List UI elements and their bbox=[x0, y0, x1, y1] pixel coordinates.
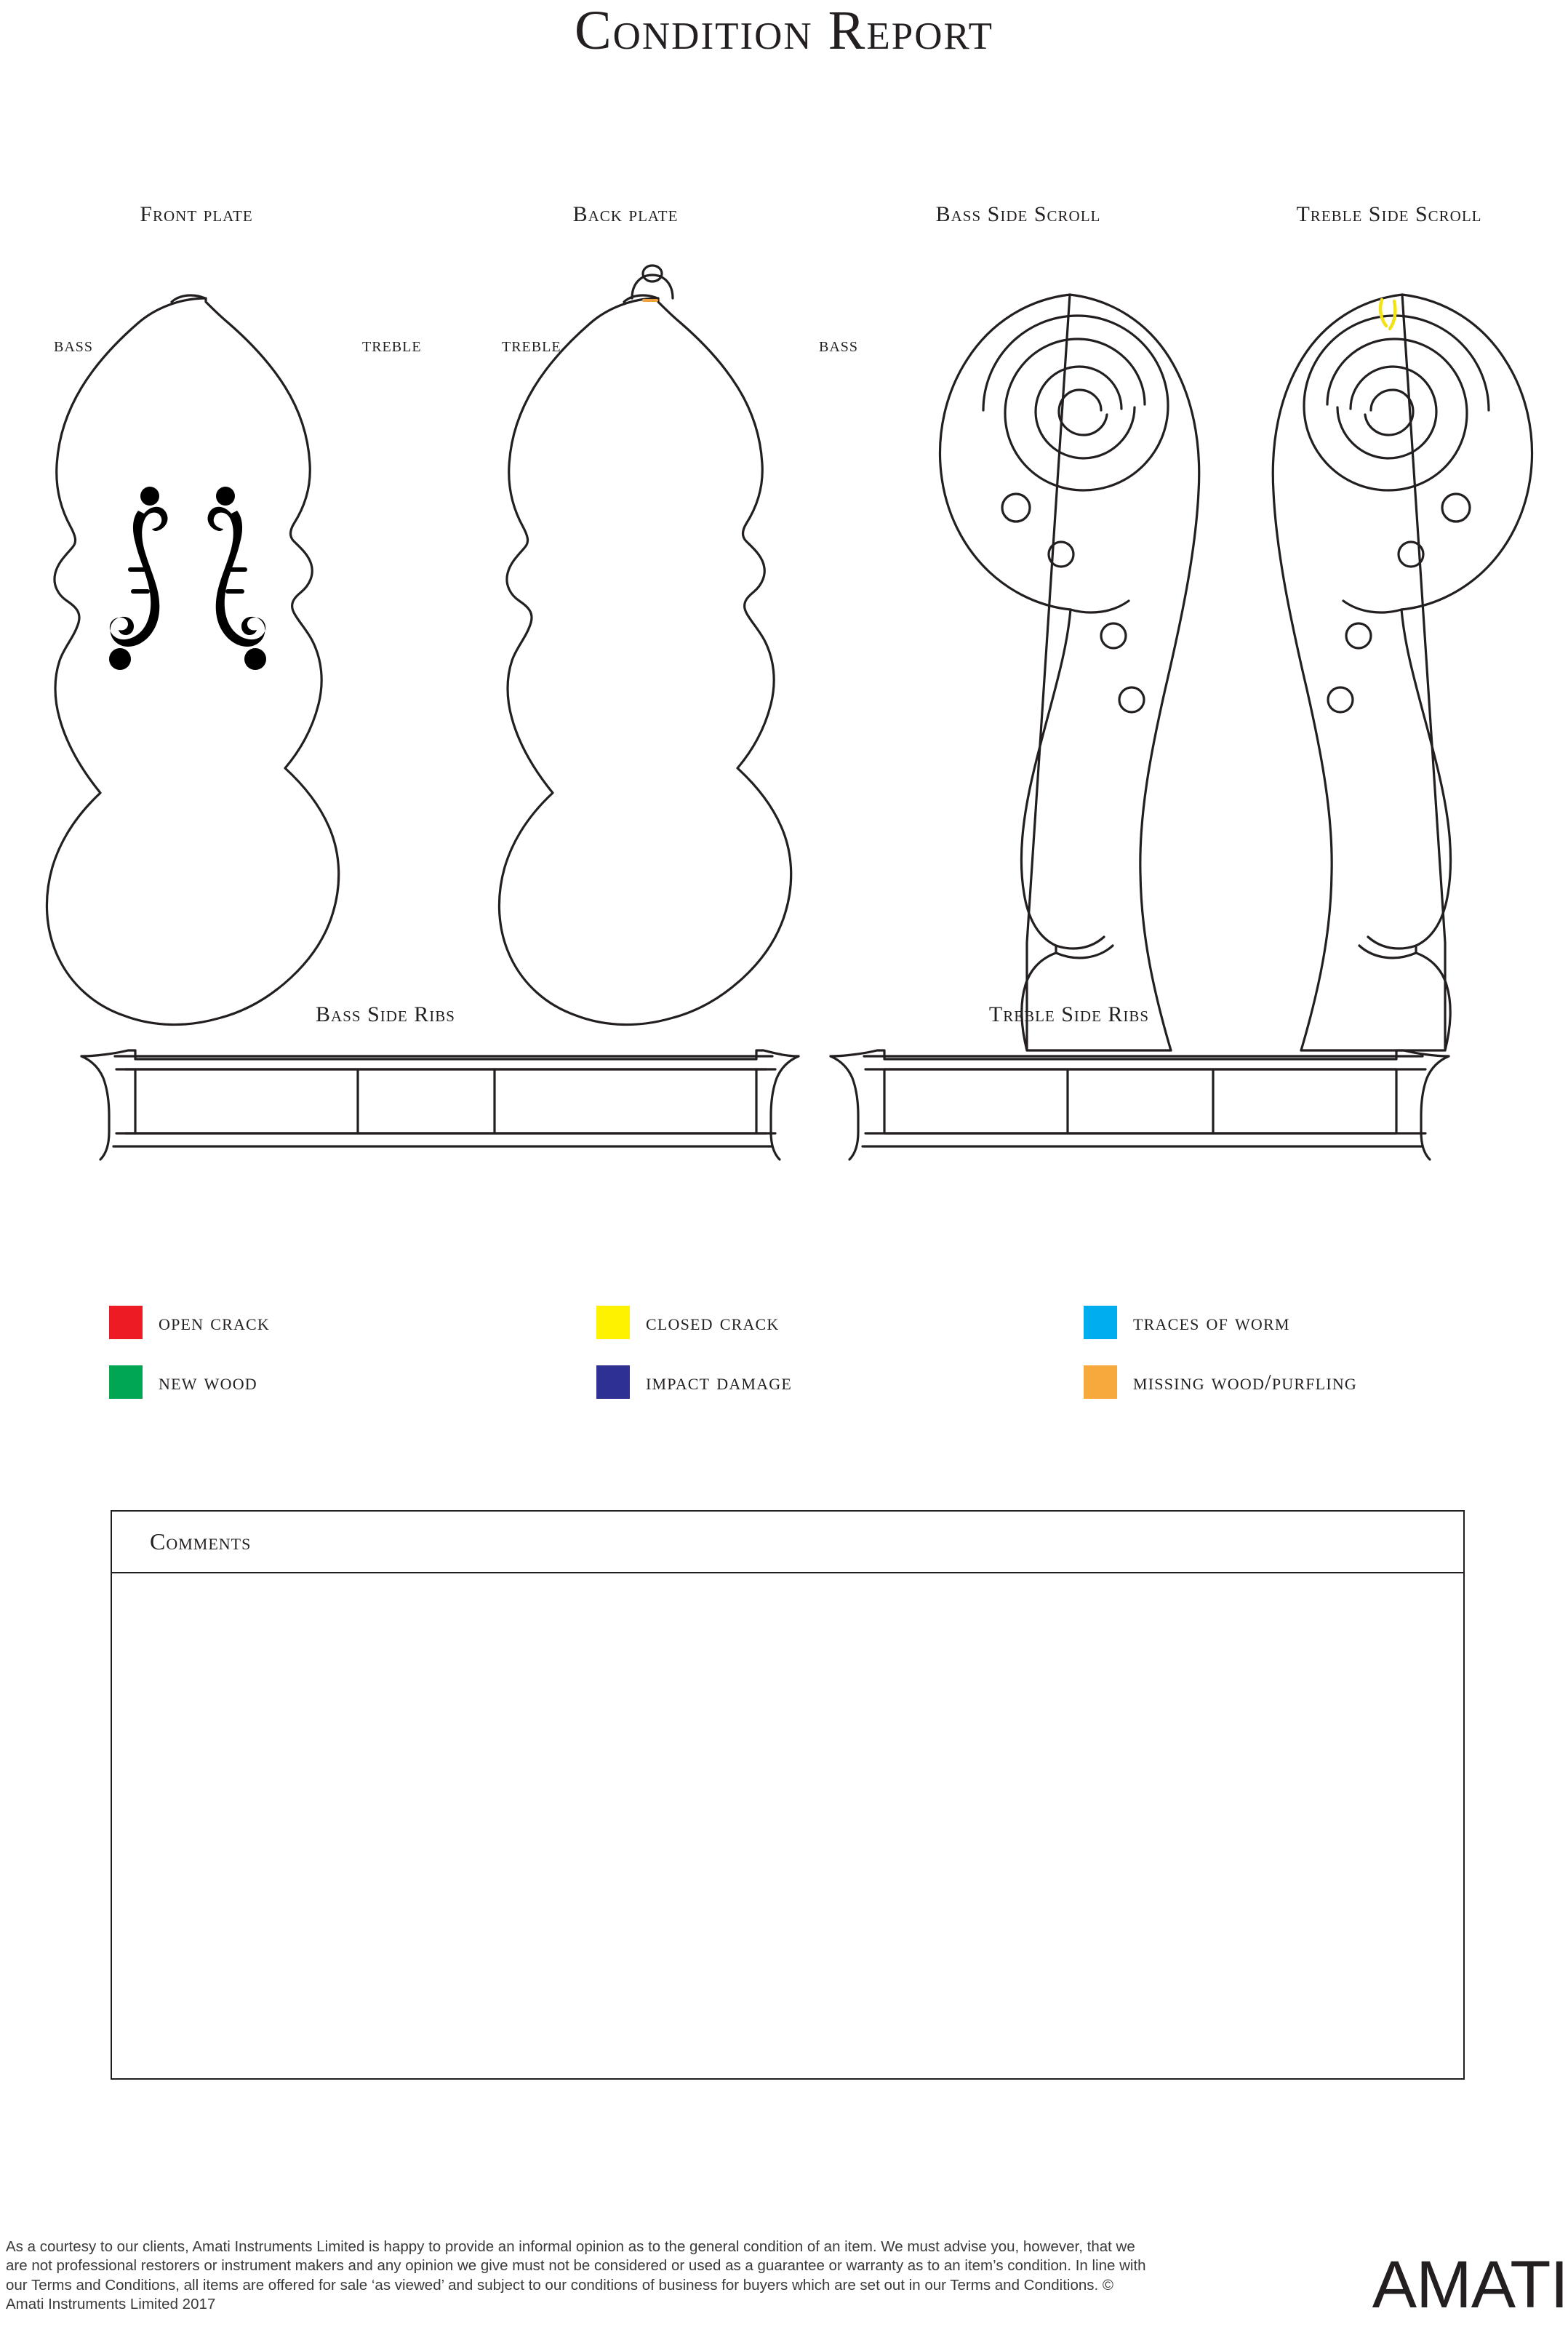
legend-item-new-wood bbox=[109, 1365, 596, 1399]
legend-label-missing-wood-purfling: missing wood/purfling bbox=[1133, 1369, 1358, 1394]
legend-label-impact-damage: impact damage bbox=[646, 1369, 793, 1394]
front-plate-bass-label: BASS bbox=[54, 339, 94, 355]
comments-input[interactable] bbox=[112, 1573, 1463, 2078]
legend-row-1 bbox=[109, 1306, 1476, 1339]
caption-bass-side-ribs: Bass Side Ribs bbox=[316, 1002, 455, 1026]
legend-item-closed-crack bbox=[596, 1306, 1084, 1339]
caption-back-plate: Back plate bbox=[572, 202, 679, 226]
front-plate-treble-label: TREBLE bbox=[362, 339, 422, 355]
legend-label-new-wood: new wood bbox=[159, 1369, 257, 1394]
front-plate-outline bbox=[47, 295, 338, 1025]
legend-label-closed-crack: closed crack bbox=[646, 1309, 780, 1335]
comments-header bbox=[112, 1512, 1463, 1573]
comments-box bbox=[111, 1510, 1465, 2080]
legend-item-open-crack bbox=[109, 1306, 596, 1339]
footer-disclaimer: As a courtesy to our clients, Amati Instruments Limited is happy to provide an informal opinion as to the general condition of an item. We must advise you, however, that we are not professional restorers or instrument makers and any opinion we give must not be considered or used as a guarantee or warranty as to an item’s condition. In line with our Terms and Conditions, all items are offered for sale ‘as viewed’ and subject to our conditions of business for buyers which are set out in our Terms and Conditions. © Amati Instruments Limited 2017 bbox=[6, 2238, 1146, 2312]
page-title: Condition Report bbox=[574, 0, 994, 61]
caption-treble-side-scroll: Treble Side Scroll bbox=[1296, 202, 1482, 226]
front-plate-f-holes bbox=[109, 487, 266, 670]
treble-scroll-annotation-mark bbox=[1380, 300, 1395, 329]
bass-side-scroll-outline bbox=[940, 295, 1199, 1050]
caption-front-plate: Front plate bbox=[140, 202, 253, 226]
amati-logo: AMATI bbox=[1372, 2248, 1568, 2322]
legend-item-impact-damage bbox=[596, 1365, 1084, 1399]
legend-label-open-crack: open crack bbox=[159, 1309, 270, 1335]
back-plate-bass-label: BASS bbox=[819, 339, 859, 355]
legend-swatch-impact-damage bbox=[596, 1365, 630, 1399]
caption-treble-side-ribs: Treble Side Ribs bbox=[988, 1002, 1150, 1026]
bass-side-ribs-outline bbox=[81, 1050, 799, 1159]
comments-title: Comments bbox=[150, 1528, 252, 1554]
back-plate-outline bbox=[499, 266, 791, 1025]
back-plate-treble-label: TREBLE bbox=[502, 339, 561, 355]
legend-row-2 bbox=[109, 1365, 1476, 1399]
legend-swatch-open-crack bbox=[109, 1306, 143, 1339]
legend-label-traces-of-worm: traces of worm bbox=[1133, 1309, 1290, 1335]
legend-swatch-missing-wood-purfling bbox=[1084, 1365, 1117, 1399]
legend-swatch-new-wood bbox=[109, 1365, 143, 1399]
legend-item-missing-wood-purfling bbox=[1084, 1365, 1476, 1399]
legend-item-traces-of-worm bbox=[1084, 1306, 1476, 1339]
treble-side-ribs-outline bbox=[831, 1050, 1449, 1159]
legend bbox=[109, 1306, 1476, 1425]
treble-side-scroll-outline bbox=[1273, 295, 1532, 1050]
footer bbox=[0, 2218, 1568, 2327]
legend-swatch-traces-of-worm bbox=[1084, 1306, 1117, 1339]
legend-swatch-closed-crack bbox=[596, 1306, 630, 1339]
caption-bass-side-scroll: Bass Side Scroll bbox=[935, 202, 1101, 226]
